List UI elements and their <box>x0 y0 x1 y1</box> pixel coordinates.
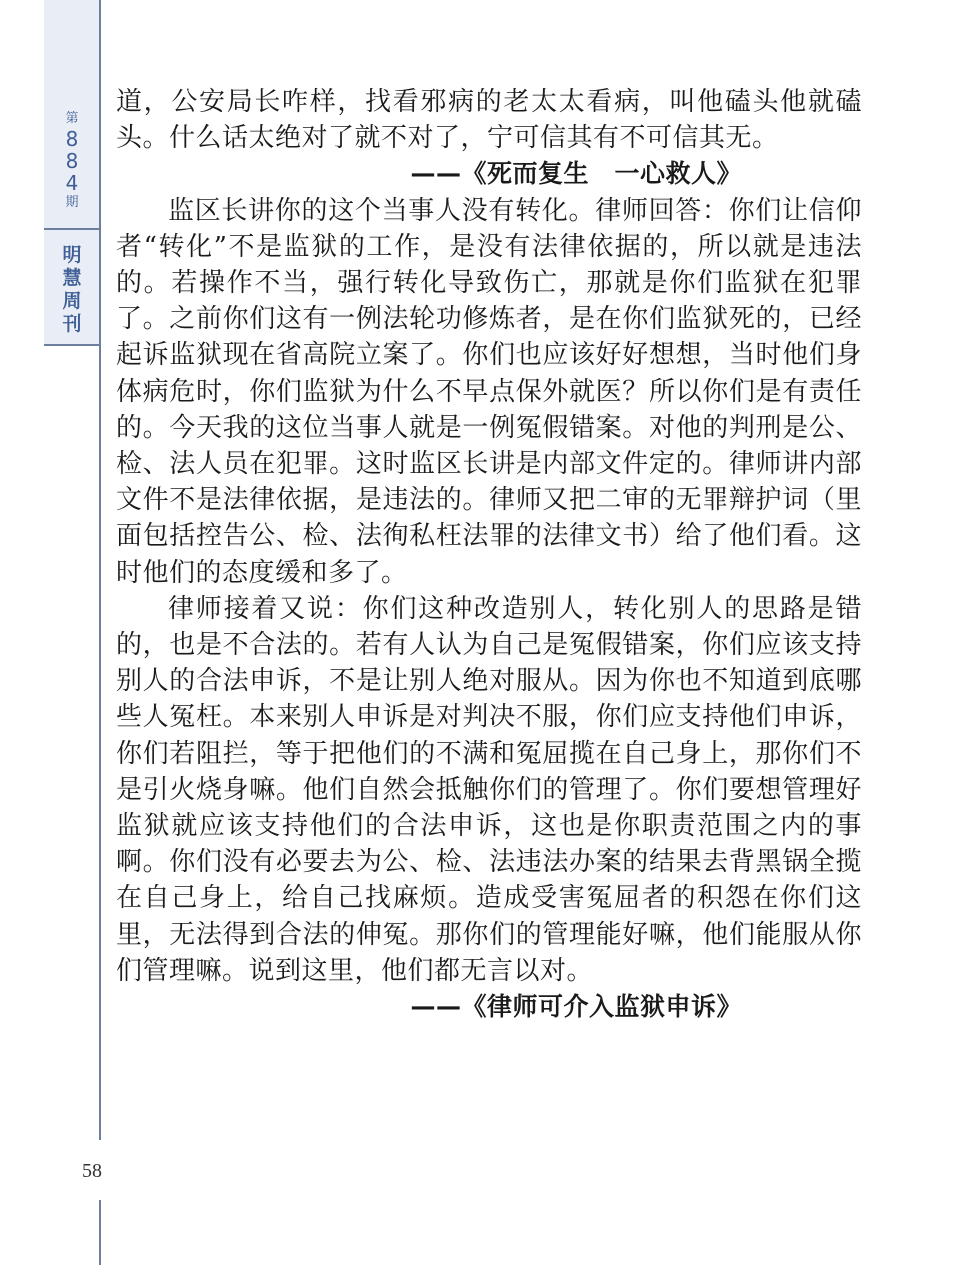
article-body <box>116 84 862 1025</box>
quote-source: ——《死而复生 一心救人》 <box>410 159 742 189</box>
magazine-title <box>44 244 100 336</box>
issue-prefix: 第 <box>65 111 79 126</box>
quote-source: ——《律师可介入监狱申诉》 <box>410 992 742 1022</box>
magazine-title-char: 明 <box>62 244 82 266</box>
issue-label <box>44 110 100 212</box>
sidebar-divider-top <box>44 228 100 230</box>
magazine-title-char: 周 <box>62 290 82 312</box>
magazine-title-char: 刊 <box>62 313 82 335</box>
paragraph: 律师接着又说：你们这种改造别人，转化别人的思路是错的，也是不合法的。若有人认为自己是冤假错案，你们应该支持别人的合法申诉，不是让别人绝对服从。因为你也不知道到底哪些人冤枉。本来别人申诉是对判决不服，你们应支持他们申诉，你们若阻拦，等于把他们的不满和冤屈揽在自己身上，那你们不是引火烧身嘛。他们自然会抵触你们的管理了。你们要想管理好监狱就应该支持他们的合法申诉，这也是你职责范围之内的事啊。你们没有必要去为公、检、法违法办案的结果去背黑锅全揽在自己身上，给自己找麻烦。造成受害冤屈者的积怨在你们这里，无法得到合法的伸冤。那你们的管理能好嘛，他们能服从你们管理嘛。说到这里，他们都无言以对。 <box>116 593 862 986</box>
paragraph: 监区长讲你的这个当事人没有转化。律师回答：你们让信仰者“转化”不是监狱的工作，是没有法律依据的，所以就是违法的。若操作不当，强行转化导致伤亡，那就是你们监狱在犯罪了。之前你们这有一例法轮功修炼者，是在你们监狱死的，已经起诉监狱现在省高院立案了。你们也应该好好想想，当时他们身体病危时，你们监狱为什么不早点保外就医？所以你们是有责任的。今天我的这位当事人就是一例冤假错案。对他的判刑是公、检、法人员在犯罪。这时监区长讲是内部文件定的。律师讲内部文件不是法律依据，是违法的。律师又把二审的无罪辩护词（里面包括控告公、检、法徇私枉法罪的法律文书）给了他们看。这时他们的态度缓和多了。 <box>116 195 862 588</box>
page-number: 58 <box>82 1160 102 1182</box>
issue-digit: 8 <box>65 149 79 173</box>
issue-digit: 4 <box>65 171 79 195</box>
sidebar-rule-lower <box>99 1200 101 1265</box>
issue-digit: 8 <box>65 127 79 151</box>
paragraph: 道，公安局长咋样，找看邪病的老太太看病，叫他磕头他就磕头。什么话太绝对了就不对了，宁可信其有不可信其无。 <box>116 87 862 154</box>
issue-suffix: 期 <box>65 195 79 210</box>
magazine-title-char: 慧 <box>62 267 82 289</box>
sidebar-divider-bottom <box>44 344 100 346</box>
sidebar <box>0 0 100 1265</box>
